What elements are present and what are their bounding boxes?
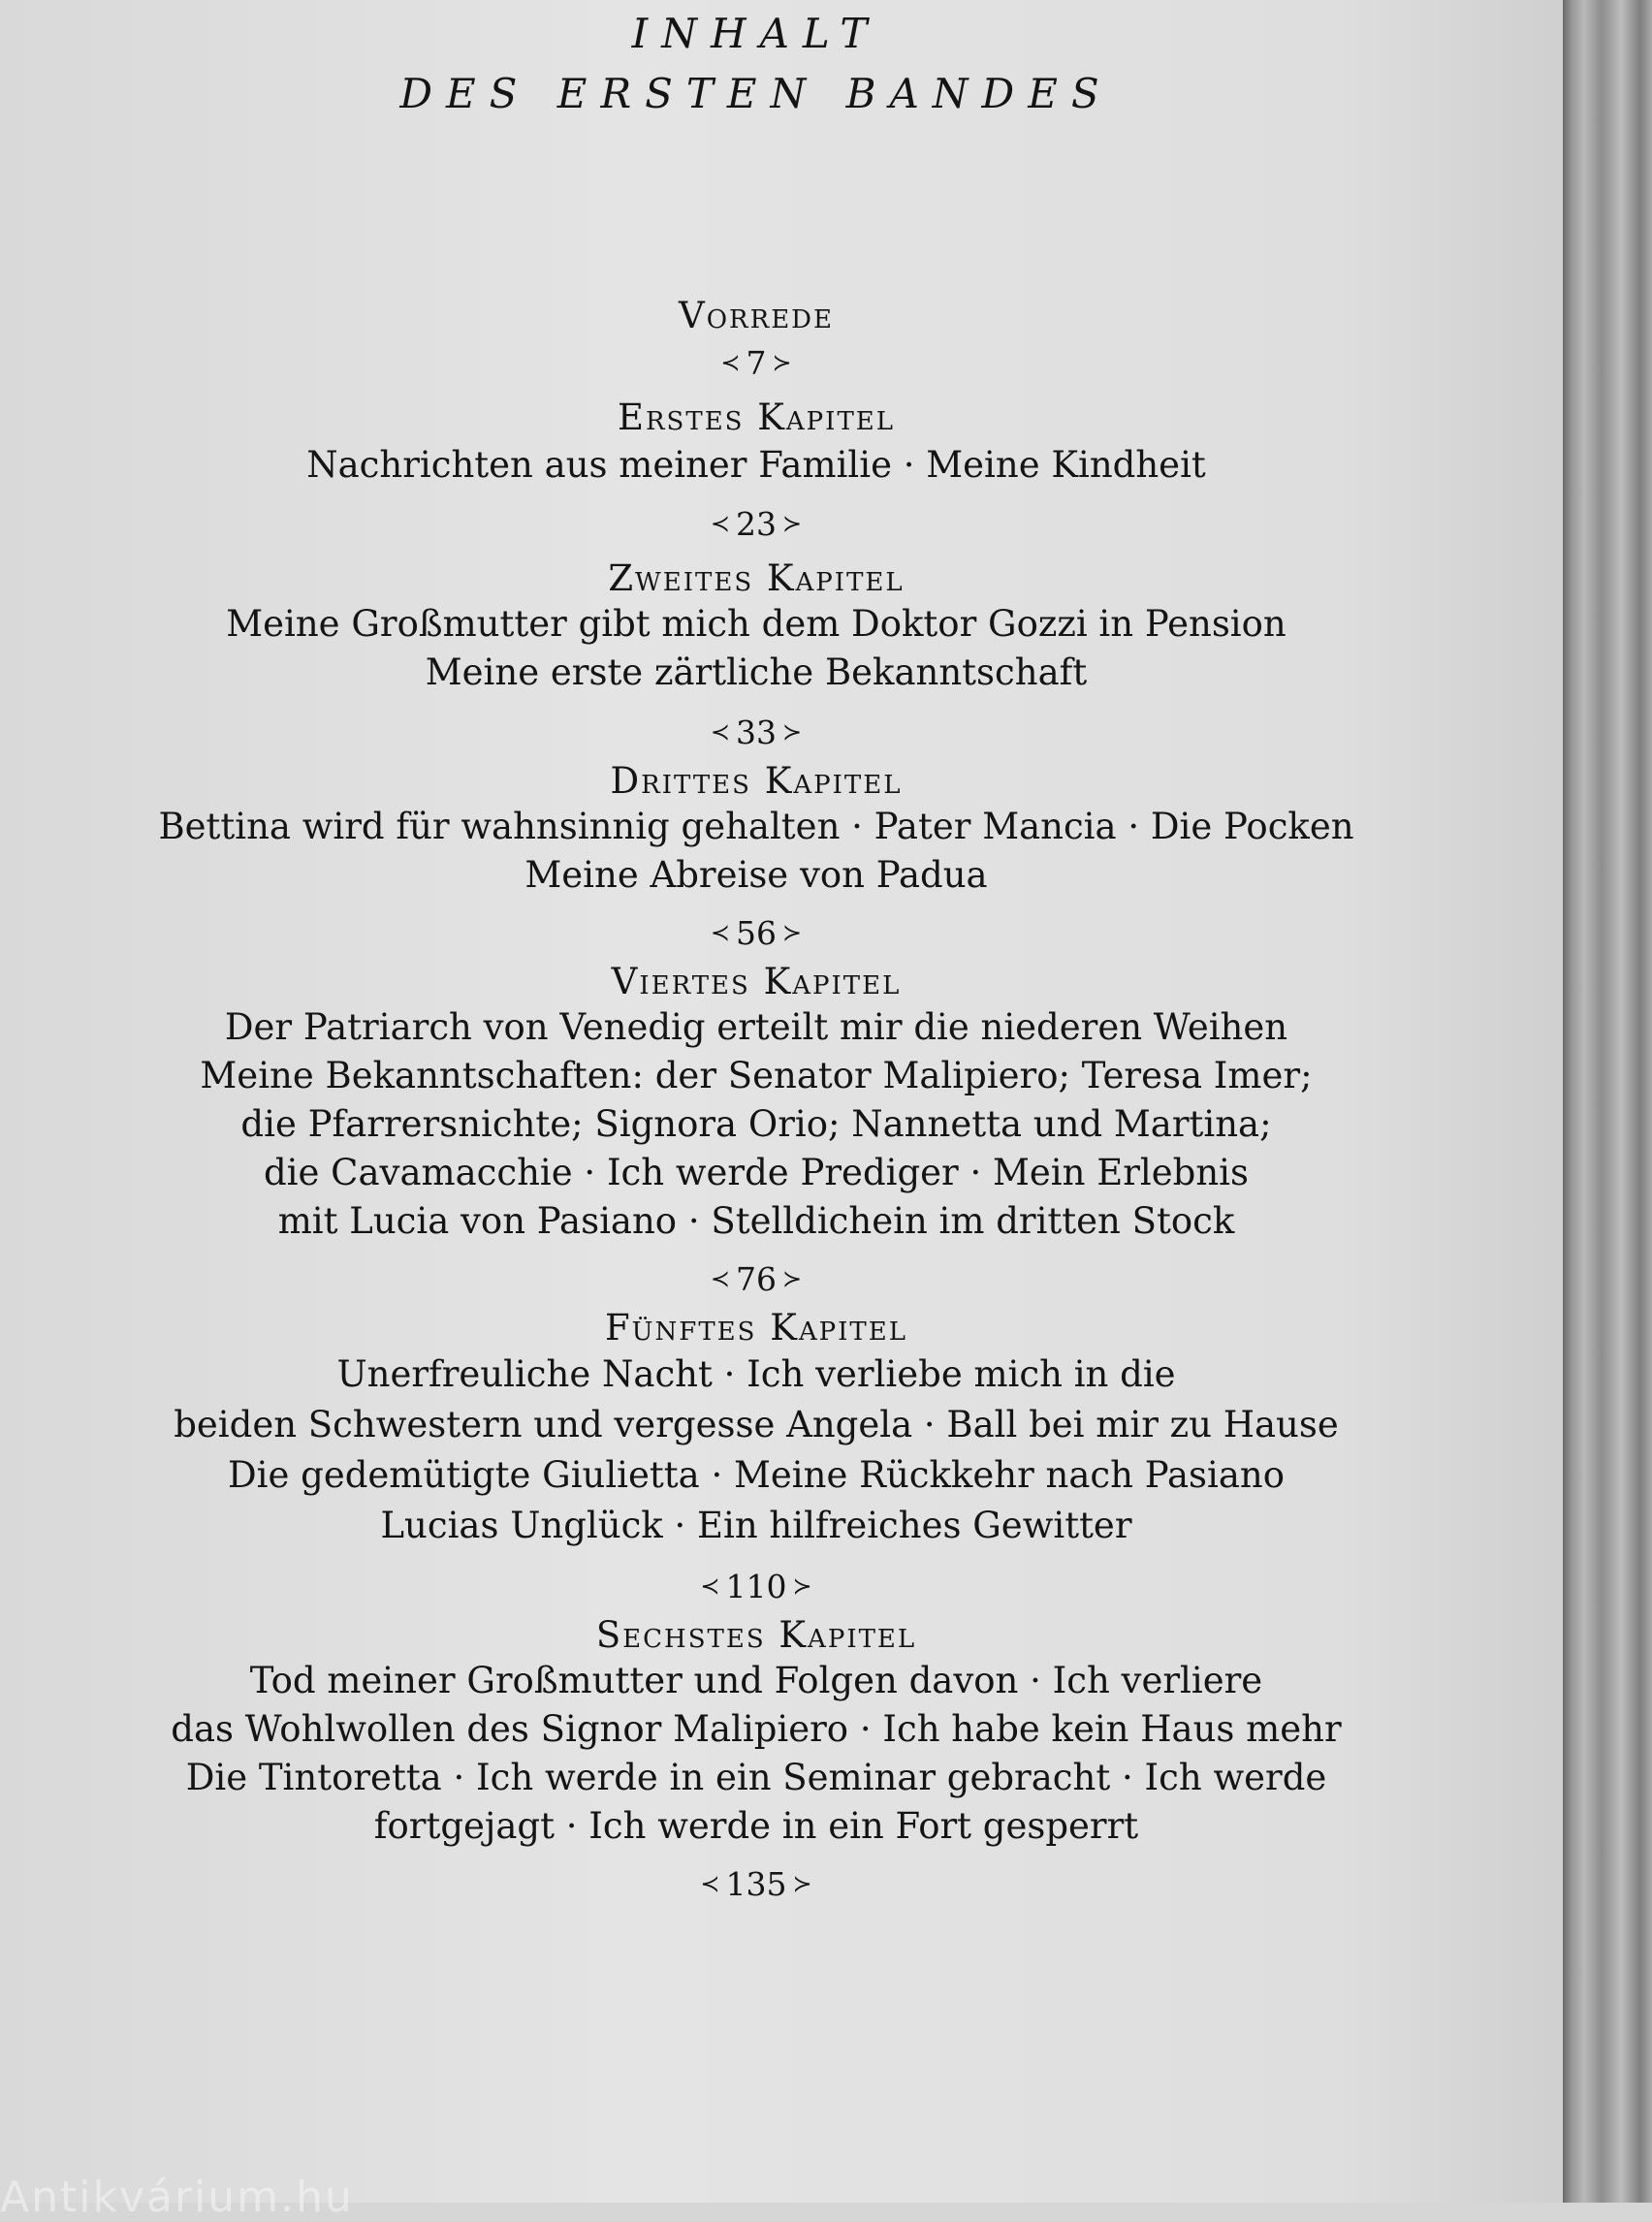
ornament-left-icon: ≺ — [720, 349, 741, 376]
ornament-left-icon: ≺ — [700, 1870, 720, 1897]
page-number: 76 — [736, 1260, 777, 1298]
ornament-left-icon: ≺ — [700, 1572, 720, 1600]
chapter-heading: Sechstes Kapitel — [595, 1614, 917, 1656]
ornament-right-icon: ≻ — [782, 1265, 803, 1292]
chapter-heading: Drittes Kapitel — [610, 760, 903, 802]
chapter-page-number-row — [87, 1857, 1425, 1912]
chapter-entry — [87, 760, 1425, 961]
ornament-right-icon: ≻ — [782, 919, 803, 946]
chapter-summary-line: die Cavamacchie · Ich werde Prediger · Mein Erlebnis — [264, 1152, 1249, 1193]
chapter-heading: Zweites Kapitel — [608, 557, 905, 599]
chapter-entry — [87, 557, 1425, 760]
ornament-right-icon: ≻ — [772, 349, 792, 376]
ornament-right-icon: ≻ — [792, 1572, 812, 1600]
ornament-right-icon: ≻ — [782, 510, 803, 537]
chapter-page-number-row — [87, 1559, 1425, 1614]
chapter-entry — [87, 1307, 1425, 1614]
chapter-heading: Fünftes Kapitel — [604, 1307, 908, 1349]
page-number: 33 — [736, 714, 777, 751]
preface-heading: Vorrede — [679, 295, 834, 336]
chapter-summary-line: Der Patriarch von Venedig erteilt mir die niederen Weihen — [224, 1006, 1288, 1048]
chapter-summary-line: beiden Schwestern und vergesse Angela · Ball bei mir zu Hause — [174, 1404, 1339, 1445]
book-gutter-edge — [1563, 0, 1652, 2203]
chapter-summary-line: mit Lucia von Pasiano · Stelldichein im dritten Stock — [277, 1200, 1235, 1242]
chapter-page-number-row — [87, 1252, 1425, 1307]
ornament-right-icon: ≻ — [792, 1870, 812, 1897]
chapter-summary-line: das Wohlwollen des Signor Malipiero · Ich habe kein Haus mehr — [171, 1708, 1342, 1750]
chapter-summary-line: Unerfreuliche Nacht · Ich verliebe mich in die — [336, 1353, 1176, 1395]
chapter-summary-line: die Pfarrersnichte; Signora Orio; Nannetta und Martina; — [240, 1103, 1272, 1145]
chapter-summary-line: Die gedemütigte Giulietta · Meine Rückkehr nach Pasiano — [227, 1454, 1286, 1496]
chapter-entry — [87, 1614, 1425, 1912]
chapter-summary-line: Meine Bekanntschaften: der Senator Malipiero; Teresa Imer; — [200, 1055, 1313, 1096]
ornament-left-icon: ≺ — [710, 1265, 730, 1292]
preface-page-number-row — [87, 337, 1425, 389]
chapter-summary-line: Meine erste zärtliche Bekanntschaft — [425, 651, 1088, 693]
ornament-left-icon: ≺ — [710, 510, 730, 537]
chapter-page-number-row — [87, 705, 1425, 760]
page-number: 23 — [736, 505, 777, 543]
chapter-summary-line: Bettina wird für wahnsinnig gehalten · Pater Mancia · Die Pocken — [158, 806, 1354, 847]
chapter-summary-line: fortgejagt · Ich werde in ein Fort gesperrt — [373, 1805, 1139, 1847]
preface-entry — [87, 295, 1425, 389]
title-inhalt: INHALT — [631, 10, 881, 57]
chapter-summary-line: Lucias Unglück · Ein hilfreiches Gewitter — [380, 1505, 1132, 1546]
table-of-contents — [87, 10, 1425, 1912]
chapter-entry — [87, 397, 1425, 552]
page-number: 110 — [725, 1568, 787, 1605]
chapter-page-number-row — [87, 905, 1425, 961]
chapter-page-number-row — [87, 496, 1425, 552]
chapter-summary-line: Die Tintoretta · Ich werde in ein Seminar gebracht · Ich werde — [185, 1757, 1327, 1798]
ornament-left-icon: ≺ — [710, 718, 730, 746]
chapter-summary-line: Nachrichten aus meiner Familie · Meine Kindheit — [306, 444, 1206, 486]
watermark: Antikvárium.hu — [0, 2173, 354, 2222]
chapter-heading: Viertes Kapitel — [611, 961, 902, 1002]
title-des-ersten-bandes: DES ERSTEN BANDES — [399, 70, 1113, 117]
page-number: 56 — [736, 914, 777, 952]
chapter-summary-line: Meine Abreise von Padua — [524, 854, 988, 896]
page-number: 7 — [746, 344, 767, 382]
ornament-right-icon: ≻ — [782, 718, 803, 746]
chapter-list — [87, 397, 1425, 1912]
page-number: 135 — [725, 1865, 787, 1903]
chapter-summary-line: Meine Großmutter gibt mich dem Doktor Gozzi in Pension — [226, 603, 1287, 645]
chapter-entry — [87, 961, 1425, 1307]
ornament-left-icon: ≺ — [710, 919, 730, 946]
chapter-heading: Erstes Kapitel — [617, 397, 896, 438]
chapter-summary-line: Tod meiner Großmutter und Folgen davon · Ich verliere — [249, 1660, 1263, 1701]
